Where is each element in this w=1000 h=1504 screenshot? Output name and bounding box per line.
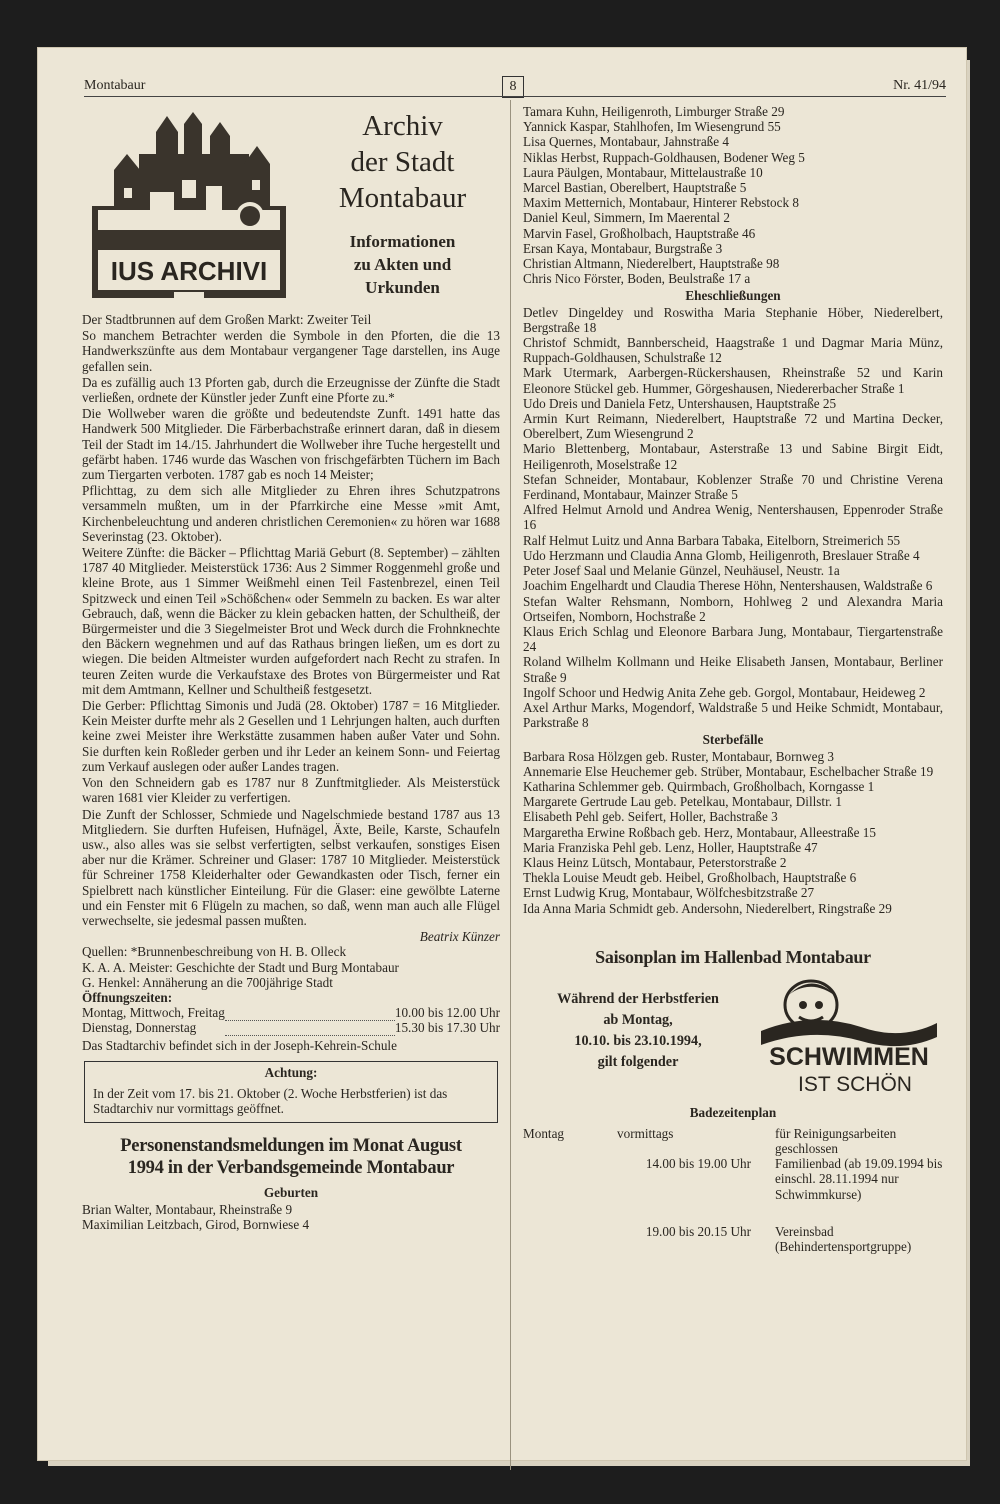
archive-subtitle-line: zu Akten und [353, 255, 452, 274]
archive-subtitle-line: Informationen [349, 232, 456, 251]
plan-use: Vereinsbad (Behindertensportgruppe) [775, 1224, 912, 1255]
register-entry: Axel Arthur Marks, Mogendorf, Waldstraße 5 und Heike Schmidt, Montabaur, Parkstraße 8 [523, 699, 943, 731]
register-entry: Armin Kurt Reimann, Niederelbert, Hauptstraße 72 und Martina Decker, Oberelbert, Zum Wiesengrund 2 [523, 411, 943, 442]
holiday-block [523, 987, 943, 1097]
notice-box [84, 1061, 498, 1124]
birth-entry: Brian Walter, Montabaur, Rheinstraße 9 [82, 1201, 293, 1217]
swimmer-cartoon-logo [751, 971, 947, 1099]
register-entry: Marvin Fasel, Großholbach, Hauptstraße 46 [523, 225, 756, 241]
source-line: G. Henkel: Annäherung an die 700jährige Stadt [82, 974, 333, 990]
article-heading: Der Stadtbrunnen auf dem Großen Markt: Zweiter Teil [82, 312, 372, 327]
register-entry: Maxim Metternich, Montabaur, Hinterer Rebstock 8 [523, 195, 799, 211]
births-list [523, 104, 943, 286]
register-entry: Margarete Gertrude Lau geb. Petelkau, Montabaur, Dillstr. 1 [523, 794, 842, 810]
holiday-line: 10.10. bis 23.10.1994, [574, 1032, 702, 1049]
archive-title-line: Montabaur [338, 182, 467, 214]
holiday-line: ab Montag, [603, 1011, 673, 1028]
deaths-heading: Sterbefälle [702, 732, 764, 748]
register-entry: Christian Altmann, Niederelbert, Hauptstraße 98 [523, 256, 780, 272]
holiday-line: gilt folgender [597, 1053, 679, 1070]
source-line: K. A. A. Meister: Geschichte der Stadt und Burg Montabaur [82, 959, 399, 975]
hours-days: Montag, Mittwoch, Freitag [82, 1005, 225, 1021]
notice-text: In der Zeit vom 17. bis 21. Oktober (2. Woche Herbstferien) ist das Stadtarchiv nur vormittags geöffnet. [93, 1086, 448, 1117]
register-entry: Thekla Louise Meudt geb. Heibel, Großholbach, Hauptstraße 6 [523, 870, 857, 886]
source-line: Quellen: *Brunnenbeschreibung von H. B. Olleck [82, 944, 347, 960]
notice-heading: Achtung: [264, 1064, 318, 1080]
register-entry: Ida Anna Maria Schmidt geb. Andersohn, Niederelbert, Ringstraße 29 [523, 900, 892, 916]
register-entry: Udo Herzmann und Claudia Anna Glomb, Heiligenroth, Breslauer Straße 4 [523, 547, 920, 563]
register-entry: Lisa Quernes, Montabaur, Jahnstraße 4 [523, 134, 730, 150]
page-number: 8 [502, 76, 524, 98]
register-entry: Mark Utermark, Aarbergen-Rückershausen, Rheinstraße 52 und Karin Eleonore Stückel geb. Hummer, Görgeshausen, Niedererbacher Straße 1 [523, 365, 943, 396]
register-entry: Tamara Kuhn, Heiligenroth, Limburger Straße 29 [523, 104, 785, 119]
hours-title: Öffnungszeiten: [82, 989, 173, 1005]
plan-time: vormittags [617, 1126, 674, 1142]
page-header [84, 78, 946, 96]
archive-title [305, 108, 500, 216]
pool-title: Saisonplan im Hallenbad Montabaur [595, 946, 871, 967]
archive-title-line: der Stadt [350, 146, 455, 178]
register-entry: Christof Schmidt, Bannberscheid, Haagstraße 1 und Dagmar Maria Münz, Ruppach-Goldhausen, Schulstraße 12 [523, 335, 943, 366]
register-entry: Chris Nico Förster, Boden, Beulstraße 17 a [523, 271, 751, 287]
register-entry: Marcel Bastian, Oberelbert, Hauptstraße 5 [523, 180, 747, 196]
logo-text: IUS ARCHIVI [110, 256, 268, 286]
left-column [82, 312, 500, 1232]
births-heading: Geburten [263, 1185, 319, 1201]
register-entry: Ersan Kaya, Montabaur, Burgstraße 3 [523, 240, 723, 256]
register-entry: Daniel Keul, Simmern, Im Maerental 2 [523, 210, 730, 226]
register-entry: Stefan Schneider, Montabaur, Koblenzer Straße 70 und Christine Verena Ferdinand, Montabaur, Mainzer Straße 5 [523, 471, 943, 503]
deaths-list [523, 749, 943, 916]
header-rule [84, 96, 946, 97]
archive-title-line: Archiv [362, 110, 443, 142]
register-entry: Ingolf Schoor und Hedwig Anita Zehe geb. Gorgol, Montabaur, Heideweg 2 [523, 684, 926, 700]
register-entry: Niklas Herbst, Ruppach-Goldhausen, Bodener Weg 5 [523, 149, 805, 165]
article-paragraph: Die Gerber: Pflichttag Simonis und Judä (28. Oktober) 1787 = 16 Mitglieder. Kein Meister durfte mehr als 2 Gesellen und 1 Lehrjungen halten, auch durften keine zwei Meister ihre Werkstätte zusammen haben außer Vater und Sohn. Sie durften kein Roßleder gerben und ihr Leder an keinem Sonn- und Feiertag zum Verkauf auslegen oder außer Landes tragen. [82, 698, 500, 774]
article-paragraph: Pflichttag, zu dem sich alle Mitglieder zu Ehren ihres Schutzpatrons versammeln mußten, um in der Pfarrkirche eine Messe »mit Amt, Kirchenbeleuchtung und anderen christlichen Ceremonien« zu hören war 1688 Severinstag (23. Oktober). [82, 483, 500, 544]
hours-row [82, 1020, 500, 1035]
register-entry: Klaus Heinz Lütsch, Montabaur, Peterstorstraße 2 [523, 854, 787, 870]
archive-subtitle [305, 230, 500, 299]
archive-location: Das Stadtarchiv befindet sich in der Joseph-Kehrein-Schule [82, 1037, 397, 1053]
article-paragraph: Von den Schneidern gab es 1787 nur 8 Zunftmitglieder. Als Meisterstück waren 1681 vier Kleider zu verfertigen. [82, 775, 500, 806]
archive-subtitle-line: Urkunden [365, 278, 440, 297]
issue-number: Nr. 41/94 [893, 78, 946, 93]
civil-title-line: Personenstandsmeldungen im Monat August [120, 1136, 462, 1157]
hours-days: Dienstag, Donnerstag [82, 1020, 197, 1036]
register-entry: Udo Dreis und Daniela Fetz, Untershausen, Hauptstraße 25 [523, 395, 837, 411]
article-paragraph: Weitere Zünfte: die Bäcker – Pflichttag Mariä Geburt (8. September) – zählten 1787 40 Mitglieder. Meisterstück 1736: Aus 2 Simmer Roggenmehl große und kleine Brote, aus 1 Simmer Weißmehl einen Teil Fastenbrezel, einen Teil Spitzweck und einen Teil »Schößchen« oder Semmeln zu backen. Es war alter Gebrauch, daß, wenn die Bäcker zu klein gebacken hatten, der Schultheiß, der Bürgermeister und die 3 Siegelmeister Brot und Weck durch die Frohnknechte den Bäckern wegnehmen und auf das Rathaus bringen ließen, um es dort zu wiegen. Die beiden Altmeister wurden aufgefordert nach Recht zu strafen. In teuren Zeiten wurde die Verkaufstaxe des Brotes von Bürgermeister und Rat mit dem Amtmann, Kellner und Schultheiß festgesetzt. [82, 545, 500, 697]
plan-heading: Badezeitenplan [689, 1104, 777, 1120]
register-entry: Yannick Kaspar, Stahlhofen, Im Wiesengrund 55 [523, 119, 781, 135]
civil-title-line: 1994 in der Verbandsgemeinde Montabaur [127, 1158, 455, 1179]
register-entry: Stefan Walter Rehsmann, Nomborn, Hohlweg 2 und Alexandra Maria Ortseifen, Nomborn, Hochstraße 2 [523, 593, 943, 624]
register-entry: Klaus Erich Schlag und Eleonore Barbara Jung, Montabaur, Tiergartenstraße 24 [523, 623, 943, 655]
article-paragraph: Da es zufällig auch 13 Pforten gab, durch die Erzeugnisse der Zünfte die Stadt verließen, ordnete der Künstler jeder Zunft eine Pforte zu.* [82, 374, 500, 406]
pool-schedule [523, 1126, 943, 1266]
register-entry: Laura Päulgen, Montabaur, Mittelaustraße 10 [523, 164, 763, 180]
register-entry: Ernst Ludwig Krug, Montabaur, Wölfchesbitzstraße 27 [523, 885, 815, 901]
article-author: Beatrix Künzer [419, 929, 500, 945]
register-entry: Ralf Helmut Luitz und Anna Barbara Tabaka, Eitelborn, Streimerich 55 [523, 532, 901, 548]
article-paragraph: Die Zunft der Schlosser, Schmiede und Nagelschmiede bestand 1787 aus 13 Mitgliedern. Sie durften Hufeisen, Hufnägel, Äxte, Beile, Karste, Schaufeln usw., also alles was sie selbst verfertigten, selbst verkaufen, sonstiges Eisen aber nur die Krämer. Schreiner und Glaser: 1787 10 Mitglieder. Meisterstück für Schreiner 1758 Kleiderhalter oder Gewandkasten oder Tisch, ferner ein Spielbrett nach künstlicher Einteilung. Für die Glaser: eine gewölbte Laterne und ein Fenster mit 6 Flügeln zu machen, so daß, wenn man auch alle Flügel verwechselte, sie jedesmal passen mußten. [82, 806, 500, 928]
header-town: Montabaur [84, 78, 146, 93]
birth-entry: Maximilian Leitzbach, Girod, Bornwiese 4 [82, 1216, 310, 1232]
opening-hours-table [82, 1005, 500, 1036]
hours-time: 10.00 bis 12.00 Uhr [394, 1005, 500, 1021]
register-entry: Elisabeth Pehl geb. Seifert, Holler, Bachstraße 3 [523, 809, 778, 825]
plan-time: 19.00 bis 20.15 Uhr [645, 1224, 751, 1240]
hours-row [82, 1005, 500, 1020]
marriages-list [523, 305, 943, 731]
holiday-text [523, 989, 753, 1073]
register-entry: Maria Franziska Pehl geb. Lenz, Holler, Hauptstraße 47 [523, 839, 818, 855]
article-paragraph: Die Wollweber waren die größte und bedeutendste Zunft. 1491 hatte das Handwerk 500 Mitglieder. Die Färberbachstraße erinnert daran, daß in diesem Teil der Stadt im 14./15. Jahrhundert die Wollweber ihre Tuche hergestellt und gefärbt haben. 1746 wurde das Waschen von frischgefärbten Tüchern im Bach zum Tiergarten verboten. 1787 gab es noch 14 Meister; [82, 406, 500, 483]
swim-logo-line2: IST SCHÖN [798, 1072, 912, 1096]
register-entry: Roland Wilhelm Kollmann und Heike Elisabeth Jansen, Montabaur, Berliner Straße 9 [523, 654, 943, 685]
hours-leader [225, 1020, 395, 1035]
marriages-heading: Eheschließungen [685, 288, 781, 304]
plan-use: für Reinigungsarbeiten geschlossen [775, 1126, 897, 1157]
plan-use: Familienbad (ab 19.09.1994 bis einschl. 28.11.1994 nur Schwimmkurse) [775, 1156, 943, 1202]
article-paragraph: So manchem Betrachter werden die Symbole in den Pforten, die die 13 Handwerkszünfte aus dem Montabaur vergangener Tage darstellen, ins Auge gefallen sein. [82, 328, 500, 374]
register-entry: Annemarie Else Heuchemer geb. Strüber, Montabaur, Eschelbacher Straße 19 [523, 763, 934, 779]
hours-time: 15.30 bis 17.30 Uhr [394, 1020, 500, 1036]
ius-archivi-logo [84, 110, 294, 302]
hours-leader [225, 1005, 395, 1020]
plan-time: 14.00 bis 19.00 Uhr [645, 1156, 751, 1172]
register-entry: Margaretha Erwine Roßbach geb. Herz, Montabaur, Alleestraße 15 [523, 824, 876, 840]
register-entry: Alfred Helmut Arnold und Andrea Wenig, Nentershausen, Eppenroder Straße 16 [523, 502, 943, 533]
swim-logo-line1: SCHWIMMEN [769, 1042, 929, 1071]
register-entry: Mario Blettenberg, Montabaur, Asterstraße 13 und Sabine Birgit Eidt, Heiligenroth, Moselstraße 12 [523, 441, 943, 472]
civil-register-title [82, 1135, 500, 1179]
register-entry: Detlev Dingeldey und Roswitha Maria Stephanie Höber, Niederelbert, Bergstraße 18 [523, 304, 943, 335]
register-entry: Katharina Schlemmer geb. Quirmbach, Großholbach, Korngasse 1 [523, 778, 875, 794]
holiday-line: Während der Herbstferien [557, 990, 719, 1007]
register-entry: Joachim Engelhardt und Claudia Therese Höhn, Nentershausen, Waldstraße 6 [523, 578, 933, 594]
register-entry: Peter Josef Saal und Melanie Günzel, Neuhäusel, Neustr. 1a [523, 563, 840, 579]
column-divider [510, 100, 511, 1470]
register-entry: Barbara Rosa Hölzgen geb. Ruster, Montabaur, Bornweg 3 [523, 748, 834, 764]
plan-day: Montag [523, 1126, 565, 1142]
right-column [523, 104, 943, 1266]
